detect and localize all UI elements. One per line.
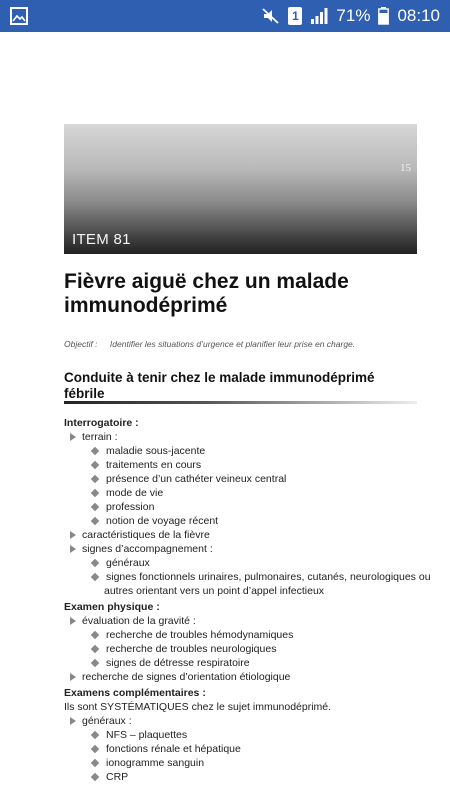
list-item: CRP (64, 770, 424, 784)
list-item: terrain : (64, 430, 424, 444)
title-line: Fièvre aiguë chez un malade (64, 270, 349, 293)
list-item: caractéristiques de la fièvre (64, 528, 424, 542)
triangle-bullet-icon (70, 433, 76, 441)
triangle-bullet-icon (70, 545, 76, 553)
diamond-bullet-icon (91, 559, 99, 567)
diamond-bullet-icon (91, 489, 99, 497)
diamond-bullet-icon (91, 773, 99, 781)
mute-icon (262, 7, 280, 25)
diamond-bullet-icon (91, 447, 99, 455)
page-number: 15 (400, 162, 411, 174)
triangle-bullet-icon (70, 617, 76, 625)
page-title (64, 270, 424, 318)
diamond-bullet-icon (91, 745, 99, 753)
list-item: maladie sous-jacente (64, 444, 424, 458)
status-bar (0, 0, 450, 32)
paragraph: Ils sont SYSTÉMATIQUES chez le sujet immunodéprimé. (64, 701, 332, 713)
objective-text: Identifier les situations d’urgence et planifier leur prise en charge. (109, 339, 356, 349)
list-item: mode de vie (64, 486, 424, 500)
subheading: Examens complémentaires : (64, 687, 206, 699)
gallery-icon (10, 7, 28, 25)
title-line: immunodéprimé (64, 294, 228, 317)
list-item: ionogramme sanguin (64, 756, 424, 770)
subheading: Examen physique : (64, 601, 160, 613)
diamond-bullet-icon (91, 461, 99, 469)
list-item: présence d’un cathéter veineux central (64, 472, 424, 486)
objective-label: Objectif : (64, 339, 98, 349)
objective (64, 339, 424, 349)
diamond-bullet-icon (91, 517, 99, 525)
section-heading-line: fébrile (64, 386, 105, 401)
list-item: généraux (64, 556, 424, 570)
diamond-bullet-icon (91, 645, 99, 653)
list-item: généraux : (64, 714, 424, 728)
battery-percent: 71% (336, 6, 371, 25)
sim-badge: 1 (288, 7, 302, 25)
list-item: recherche de troubles neurologiques (64, 642, 424, 656)
list-item: recherche de troubles hémodynamiques (64, 628, 424, 642)
list-item: signes de détresse respiratoire (64, 656, 424, 670)
chapter-banner (64, 124, 417, 254)
signal-icon (310, 7, 328, 25)
triangle-bullet-icon (70, 717, 76, 725)
battery-icon (378, 7, 389, 25)
list-item: NFS – plaquettes (64, 728, 424, 742)
list-item: fonctions rénale et hépatique (64, 742, 424, 756)
triangle-bullet-icon (70, 673, 76, 681)
section-heading-line: Conduite à tenir chez le malade immunodéprimé (64, 370, 375, 385)
diamond-bullet-icon (91, 475, 99, 483)
list-item-continuation: autres orientant vers un point d’appel infectieux (104, 585, 325, 597)
triangle-bullet-icon (70, 531, 76, 539)
list-item: recherche de signes d’orientation étiologique (64, 670, 424, 684)
diamond-bullet-icon (91, 573, 99, 581)
list-item: notion de voyage récent (64, 514, 424, 528)
list-item: profession (64, 500, 424, 514)
section-rule (64, 401, 417, 404)
list-item: signes fonctionnels urinaires, pulmonaires, cutanés, neurologiques ou (64, 570, 424, 584)
diamond-bullet-icon (91, 631, 99, 639)
list-item: évaluation de la gravité : (64, 614, 424, 628)
diamond-bullet-icon (91, 759, 99, 767)
diamond-bullet-icon (91, 503, 99, 511)
diamond-bullet-icon (91, 731, 99, 739)
clock: 08:10 (397, 6, 440, 25)
list-item: traitements en cours (64, 458, 424, 472)
section-heading (64, 370, 417, 402)
document-body (64, 414, 431, 784)
diamond-bullet-icon (91, 659, 99, 667)
list-item: signes d’accompagnement : (64, 542, 424, 556)
subheading: Interrogatoire : (64, 417, 139, 429)
item-label: ITEM 81 (72, 231, 131, 248)
